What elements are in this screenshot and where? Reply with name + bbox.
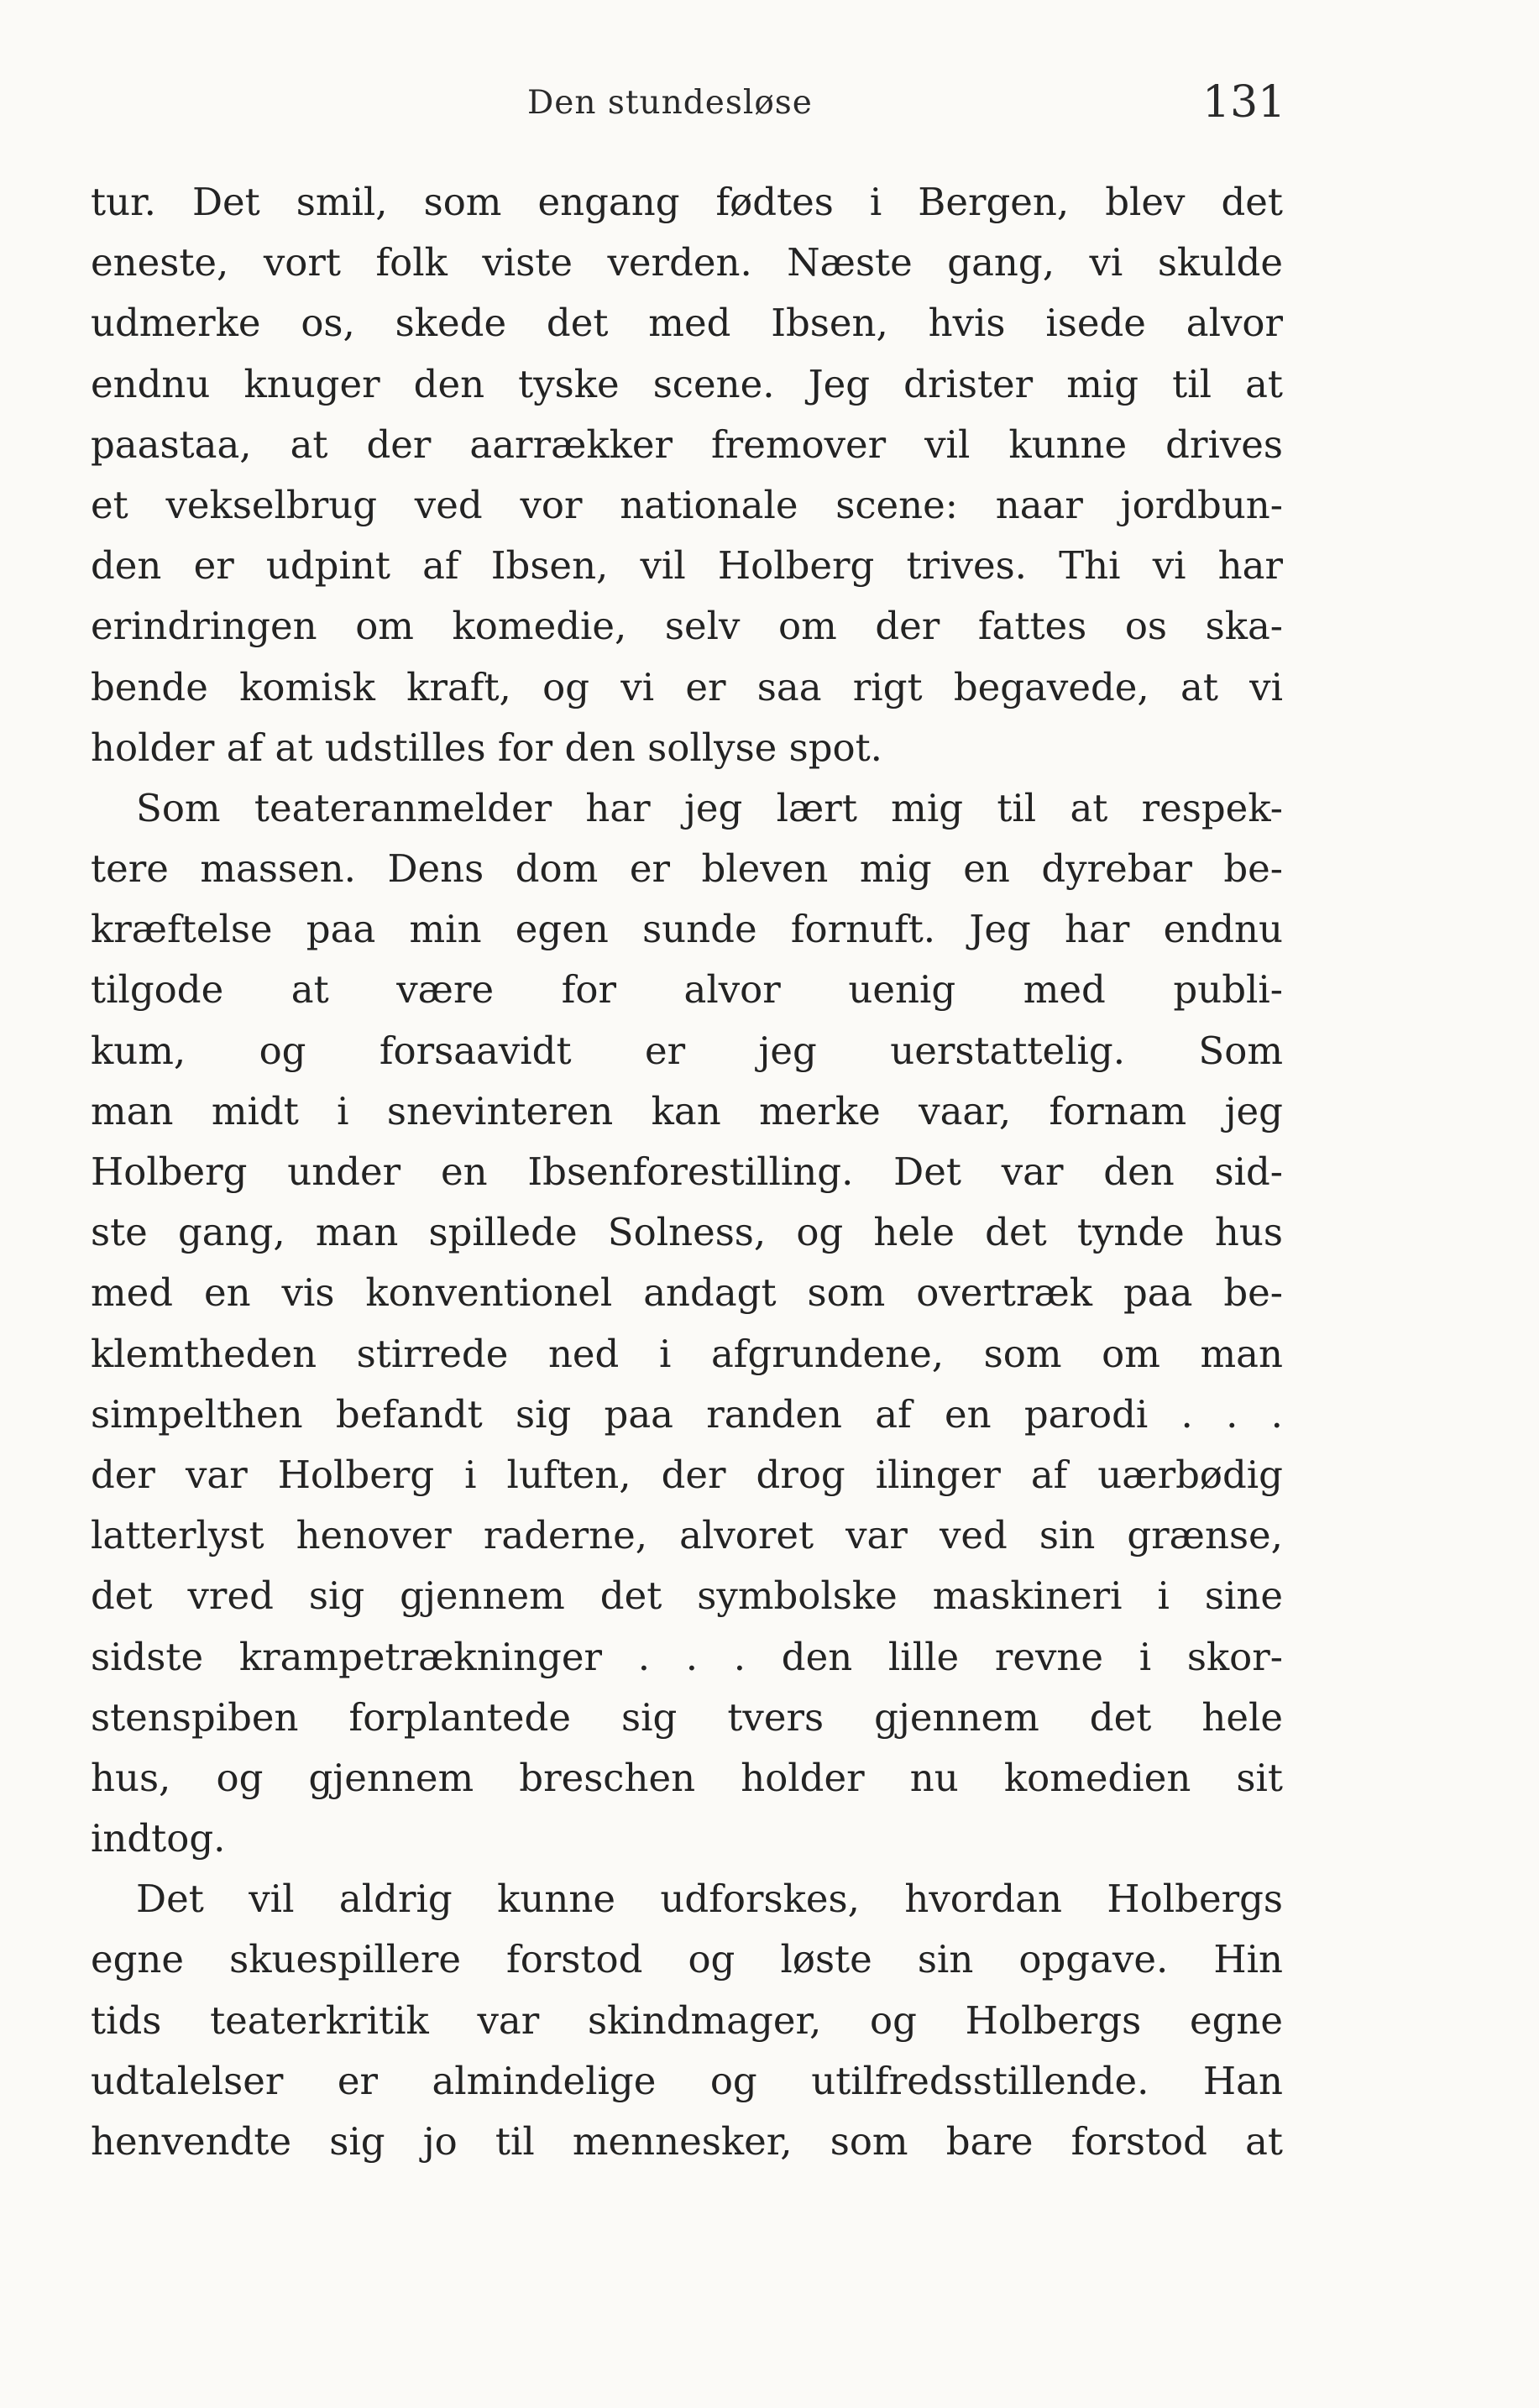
running-title: Den stundesløse [527, 84, 813, 122]
text-line: sidste krampetrækninger . . . den lille revne i skor- [91, 1634, 1283, 1679]
text-line: endnu knuger den tyske scene. Jeg drister mig til at [91, 361, 1283, 406]
text-line: hus, og gjennem breschen holder nu komedien sit [91, 1755, 1283, 1800]
text-line: tur. Det smil, som engang fødtes i Bergen, blev det [91, 180, 1283, 224]
text-line: et vekselbrug ved vor nationale scene: naar jordbun- [91, 482, 1283, 527]
text-line: egne skuespillere forstod og løste sin opgave. Hin [91, 1937, 1283, 1982]
paragraph-start-line: Som teateranmelder har jeg lært mig til at respek- [136, 785, 1283, 830]
text-line: med en vis konventionel andagt som overtræk paa be- [91, 1270, 1283, 1316]
text-line: tere massen. Dens dom er bleven mig en dyrebar be- [91, 846, 1283, 892]
paragraph-end-line: holder af at udstilles for den sollyse spot. [91, 725, 882, 770]
body-text [91, 172, 1283, 2172]
text-line: man midt i snevinteren kan merke vaar, fornam jeg [91, 1088, 1283, 1133]
text-line: bende komisk kraft, og vi er saa rigt begavede, at vi [91, 664, 1283, 709]
text-line: tilgode at være for alvor uenig med publi- [91, 967, 1283, 1013]
text-line: det vred sig gjennem det symbolske maskineri i sine [91, 1573, 1283, 1619]
running-head [0, 77, 1539, 128]
text-line: tids teaterkritik var skindmager, og Holbergs egne [91, 1997, 1283, 2043]
text-line: ste gang, man spillede Solness, og hele det tynde hus [91, 1210, 1283, 1255]
text-line: udtalelser er almindelige og utilfredsstillende. Han [91, 2058, 1283, 2103]
text-line: simpelthen befandt sig paa randen af en parodi . . . [91, 1391, 1283, 1437]
text-line: paastaa, at der aarrækker fremover vil kunne drives [91, 421, 1283, 467]
text-line: stenspiben forplantede sig tvers gjennem det hele [91, 1694, 1283, 1740]
text-line: erindringen om komedie, selv om der fattes os ska- [91, 604, 1283, 649]
text-line: klemtheden stirrede ned i afgrundene, som om man [91, 1331, 1283, 1376]
page-number: 131 [1202, 77, 1286, 128]
paragraph-end-line: indtog. [91, 1816, 226, 1861]
text-line: udmerke os, skede det med Ibsen, hvis isede alvor [91, 301, 1283, 346]
text-line: eneste, vort folk viste verden. Næste gang, vi skulde [91, 240, 1283, 285]
text-line: kum, og forsaavidt er jeg uerstattelig. Som [91, 1028, 1283, 1073]
text-line: henvendte sig jo til mennesker, som bare forstod at [91, 2119, 1283, 2164]
text-line: Holberg under en Ibsenforestilling. Det var den sid- [91, 1149, 1283, 1194]
text-line: der var Holberg i luften, der drog ilinger af uærbødig [91, 1452, 1283, 1497]
text-line: den er udpint af Ibsen, vil Holberg trives. Thi vi har [91, 543, 1283, 589]
text-line: latterlyst henover raderne, alvoret var ved sin grænse, [91, 1513, 1283, 1558]
paragraph-start-line: Det vil aldrig kunne udforskes, hvordan Holbergs [136, 1877, 1283, 1922]
text-line: kræftelse paa min egen sunde fornuft. Jeg har endnu [91, 907, 1283, 952]
